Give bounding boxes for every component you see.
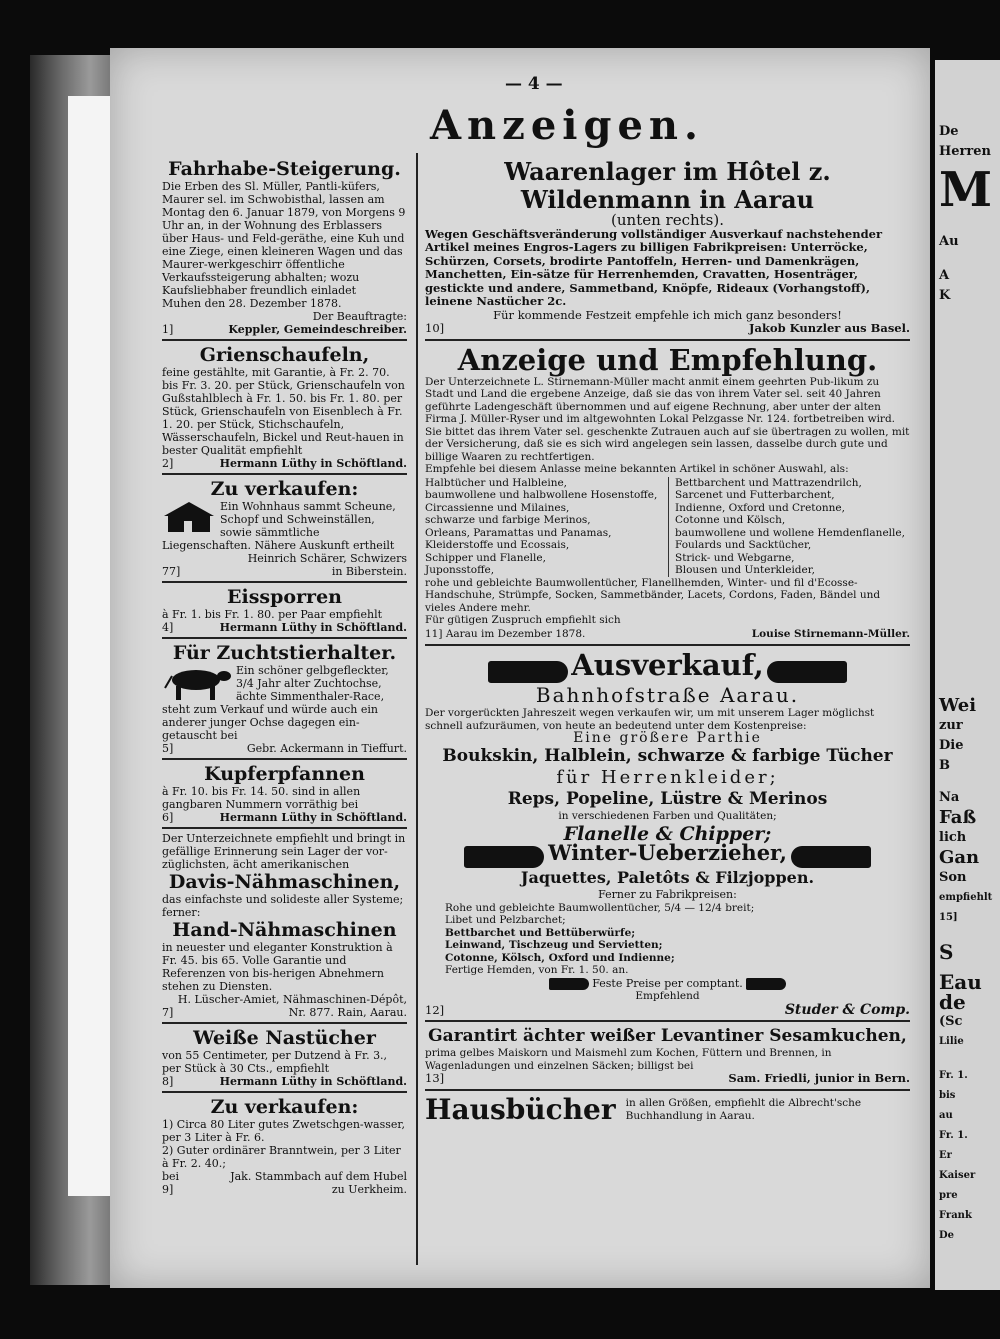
ad-title: Hand-Nähmaschinen	[172, 919, 397, 941]
ad-line: Flanelle & Chipper;	[563, 823, 772, 845]
ad-separator	[162, 339, 407, 341]
ad-body: rohe und gebleichte Baumwollentücher, Flanellhemden, Winter- und fil d'Ecosse-Handschuhe, Strümpfe, Socken, Sammetbänder, Lacets, Cordons, Faden, Bändel und vieles Andere mehr.	[425, 576, 881, 614]
ad-body: à Fr. 10. bis Fr. 14. 50. sind in allen gangbaren Nummern vorräthig bei	[162, 785, 361, 811]
ad-body: Die Erben des Sl. Müller, Pantli-küfers, Maurer sel. im Schwobisthal, lassen am Montag den 6. Januar 1879, von Morgens 9 Uhr an, in der Wohnung des Erblassers über Haus- und Feld-geräthe, eine Kuh und eine Ziege, einen kleineren Wagen und das Maurer-werkgeschirr öffentliche Verkaufssteigerung abhalten; wozu Kaufsliebhaber freundlich einladet	[162, 180, 406, 297]
ad-signature: Jak. Stammbach auf dem Hubel	[230, 1170, 407, 1183]
ad-separator	[162, 581, 407, 583]
ad-body: in allen Größen, empfiehlt die Albrecht'sche Buchhandlung in Aarau.	[625, 1097, 862, 1122]
list-item: Strick- und Webgarne,	[675, 551, 795, 564]
ad-line: Eine größere Parthie	[573, 730, 762, 746]
right-fragment: M	[939, 162, 993, 218]
ad-body: feine gestählte, mit Garantie, à Fr. 2. 70. bis Fr. 3. 20. per Stück, Grienschaufeln von Gußstahlblech à Fr. 1. 50. bis Fr. 1. 80. per Stück, Grienschaufeln von Eisenblech à Fr. 1. 20. per Stück, Stichschaufeln, Wässerschaufeln, Bickel und Reut-hauen in bester Qualität empfiehlt	[162, 366, 405, 457]
article-list-right	[668, 477, 910, 577]
ad-subtitle: (unten rechts).	[611, 211, 724, 229]
list-item: Foulards und Sacktücher,	[675, 539, 812, 551]
pointing-hand-icon	[549, 978, 589, 990]
page-edge-strip	[68, 96, 112, 1196]
pointing-hand-icon	[746, 978, 786, 990]
ad-body: Ein Wohnhaus sammt Scheune, Schopf und Schweinställen, sowie sämmtliche Liegenschaften. Nähere Auskunft ertheilt	[162, 500, 396, 552]
pointing-hand-icon	[767, 661, 847, 683]
article-list	[425, 477, 910, 577]
ad-number: 9]	[162, 1183, 174, 1196]
list-item: Cotonne, Kölsch, Oxford und Indienne;	[445, 951, 675, 964]
ad-signature: Hermann Lüthy in Schöftland.	[219, 811, 407, 824]
article-list-left	[425, 477, 660, 577]
ad-title: Anzeige und Empfehlung.	[457, 342, 878, 377]
ad-place: Aarau im Dezember 1878.	[445, 627, 586, 640]
ad-title: Ausverkauf,	[571, 648, 764, 682]
ad-body: prima gelbes Maiskorn und Maismehl zum Kochen, Füttern und Brennen, in Wagenladungen und einzelnen Säcken; billigst bei	[425, 1047, 832, 1072]
ad-item: 1) Circa 80 Liter gutes Zwetschgen-wasser, per 3 Liter à Fr. 6.	[162, 1118, 405, 1144]
ad-line: Winter-Ueberzieher,	[548, 840, 787, 865]
right-fragment: Frank	[939, 1210, 972, 1221]
right-fragment: zur	[939, 718, 963, 733]
ad-separator	[162, 637, 407, 639]
list-item: Kleiderstoffe und Ecossais,	[425, 539, 570, 551]
ad-signature: Jakob Kunzler aus Basel.	[749, 321, 910, 335]
ad-number: 11]	[425, 627, 443, 640]
list-item: Fertige Hemden, von Fr. 1. 50. an.	[445, 964, 629, 976]
ad-title: Eissporren	[227, 586, 342, 608]
house-icon	[162, 500, 216, 534]
ad-signature: Gebr. Ackermann in Tieffurt.	[246, 742, 407, 755]
ad-body: à Fr. 1. bis Fr. 1. 80. per Paar empfiehlt	[162, 608, 383, 621]
ad-signature: Studer & Comp.	[784, 1001, 910, 1018]
ad-place: Muhen den 28. Dezember 1878.	[162, 297, 342, 310]
ad-line: Reps, Popeline, Lüstre & Merinos	[507, 788, 828, 809]
ad-signature: Hermann Lüthy in Schöftland.	[219, 1075, 407, 1088]
right-fragment: Gan	[939, 847, 980, 868]
list-item: schwarze und farbige Merinos,	[425, 514, 591, 526]
right-fragment: Fr. 1.	[939, 1130, 968, 1141]
ad-line: Boukskin, Halblein, schwarze & farbige Tücher	[442, 745, 893, 766]
right-fragment: au	[939, 1110, 953, 1121]
ad-title: Zu verkaufen:	[210, 478, 359, 500]
ad-line: Jaquettes, Paletôts & Filzjoppen.	[520, 868, 815, 887]
ad-separator	[162, 473, 407, 475]
list-item: Circassienne und Milaines,	[425, 501, 570, 514]
pointing-hand-icon	[464, 846, 544, 868]
ad-number: 77]	[162, 565, 181, 578]
pointing-hand-icon	[488, 661, 568, 683]
ad-number: 10]	[425, 321, 445, 335]
right-fragment: Fr. 1.	[939, 1070, 968, 1081]
ad-number: 5]	[162, 742, 174, 755]
right-fragment: Die	[939, 738, 964, 753]
ad-signature: Heinrich Schärer, Schwizers	[247, 552, 407, 565]
pointing-hand-icon	[791, 846, 871, 868]
cow-icon	[162, 664, 232, 702]
ad-title: Davis-Nähmaschinen,	[168, 871, 401, 893]
ad-body: Ein schöner gelbgefleckter, 3/4 Jahr alter Zuchtochse, ächte Simmenthaler-Race, steht zum Verkauf und würde auch ein anderer junger Ochse dagegen ein-getauscht bei	[162, 664, 389, 742]
list-item: Cotonne und Kölsch,	[675, 514, 786, 526]
right-fragment: Wei	[939, 695, 977, 716]
list-item: Sarcenet und Futterbarchent,	[675, 489, 835, 501]
ad-signature: Sam. Friedli, junior in Bern.	[728, 1071, 910, 1085]
ad-bei: bei	[162, 1170, 180, 1183]
ad-body: Wegen Geschäftsveränderung vollständiger Ausverkauf nachstehender Artikel meines Engros-Lagers zu billigen Fabrikpreisen: Unterröcke, Schürzen, Corsets, brodirte Pantoffeln, Herren- und Damenkrägen, Manchetten, Ein-sätze für Herrenhemden, Cravatten, Hosenträger, gestickte und andere, Sammetband, Knöpfe, Rideaux (Vorhangstoff), leinene Nastücher 2c.	[425, 226, 883, 308]
right-column	[425, 158, 910, 1126]
ad-item-list	[425, 902, 910, 977]
ad-number: 8]	[162, 1075, 174, 1088]
ad-signature: Nr. 877. Rain, Aarau.	[288, 1006, 407, 1019]
right-fragment: Lilie	[939, 1036, 964, 1047]
ad-title: Grienschaufeln,	[199, 344, 370, 366]
list-item: Rohe und gebleichte Baumwollentücher, 5/4 — 12/4 breit;	[445, 901, 755, 914]
page-number: — 4 —	[505, 74, 563, 94]
right-fragment: B	[939, 758, 950, 773]
right-fragment: pre	[939, 1190, 958, 1201]
ad-closing: Für gütigen Zuspruch empfiehlt sich	[425, 614, 621, 626]
right-fragment: empfiehlt	[939, 892, 993, 903]
right-fragment: Faß	[939, 807, 977, 828]
list-item: Schipper und Flanelle,	[425, 551, 546, 564]
list-item: Leinwand, Tischzeug und Servietten;	[445, 939, 663, 951]
ad-title: Waarenlager im Hôtel z. Wildenmann in Aarau	[504, 157, 831, 214]
ad-signature: Hermann Lüthy in Schöftland.	[219, 457, 407, 470]
ad-separator	[425, 1089, 910, 1091]
list-item: Indienne, Oxford und Cretonne,	[675, 501, 845, 514]
ad-signature: Der Beauftragte:	[312, 310, 407, 323]
ad-title: Fahrhabe-Steigerung.	[168, 158, 401, 180]
ad-signature: in Biberstein.	[331, 565, 407, 578]
ad-signature: H. Lüscher-Amiet, Nähmaschinen-Dépôt,	[177, 993, 407, 1006]
ad-title: Weiße Nastücher	[193, 1027, 376, 1049]
ad-separator	[162, 827, 407, 829]
ad-title: Hausbücher	[425, 1092, 616, 1126]
list-item: Bettbarchet und Bettüberwürfe;	[445, 926, 636, 939]
list-item: Orleans, Paramattas und Panamas,	[425, 526, 612, 539]
right-fragment: Er	[939, 1150, 952, 1161]
ad-intro: Empfehle bei diesem Anlasse meine bekannten Artikel in schöner Auswahl, als:	[425, 463, 849, 475]
ad-intro: Der vorgerückten Jahreszeit wegen verkaufen wir, um mit unserem Lager möglichst schnell aufzuräumen, von heute an bedeutend unter dem Kostenpreise:	[425, 707, 875, 732]
ad-title: Zu verkaufen:	[210, 1096, 359, 1118]
ad-signature: Louise Stirnemann-Müller.	[751, 627, 910, 640]
right-fragment: (Sc	[939, 1014, 963, 1029]
ad-number: 13]	[425, 1071, 445, 1085]
ad-separator	[425, 644, 910, 646]
right-fragment: Kaiser	[939, 1170, 976, 1181]
right-fragment: Herren	[939, 144, 991, 159]
ad-number: 2]	[162, 457, 174, 470]
ad-title: Kupferpfannen	[204, 763, 365, 785]
right-fragment: de	[939, 990, 966, 1014]
ad-title: Für Zuchtstierhalter.	[172, 642, 397, 664]
list-item: Libet und Pelzbarchet;	[445, 914, 566, 926]
newspaper-page	[110, 48, 930, 1288]
ad-line: für Herrenkleider;	[556, 766, 779, 788]
ad-title: Garantirt ächter weißer Levantiner Sesamkuchen,	[428, 1026, 907, 1046]
ad-signature: Keppler, Gemeindeschreiber.	[228, 323, 407, 336]
right-fragment: De	[939, 124, 959, 139]
right-fragment: De	[939, 1230, 955, 1241]
ad-signature: Hermann Lüthy in Schöftland.	[219, 621, 407, 634]
ad-separator	[162, 1091, 407, 1093]
masthead-title: Anzeigen.	[430, 102, 704, 149]
ad-subtitle: Bahnhofstraße Aarau.	[535, 683, 800, 707]
ad-closing: Empfehlend	[635, 990, 700, 1002]
list-item: baumwollene und halbwollene Hosenstoffe,	[425, 489, 658, 501]
column-rule	[416, 153, 418, 1265]
ad-separator	[162, 1022, 407, 1024]
right-fragment: A	[939, 268, 950, 283]
right-fragment: lich	[939, 830, 967, 845]
ad-body: in neuester und eleganter Konstruktion à Fr. 45. bis 65. Volle Garantie und Referenzen von bis-herigen Abnehmern stehen zu Diensten.	[162, 941, 393, 993]
ad-line: Feste Preise per comptant.	[592, 976, 743, 990]
right-fragment: bis	[939, 1090, 956, 1101]
ad-body: von 55 Centimeter, per Dutzend à Fr. 3., per Stück à 30 Cts., empfiehlt	[162, 1049, 388, 1075]
ad-intro: Der Unterzeichnete empfiehlt und bringt in gefällige Erinnerung sein Lager der vor-züglichsten, ächt amerikanischen	[162, 832, 406, 871]
ad-closing: Für kommende Festzeit empfehle ich mich ganz besonders!	[493, 307, 842, 322]
list-item: Juponsstoffe,	[425, 564, 495, 576]
ad-number: 6]	[162, 811, 174, 824]
ad-separator	[425, 1020, 910, 1022]
list-item: baumwollene und wollene Hemdenflanelle,	[675, 526, 905, 539]
ad-line: in verschiedenen Farben und Qualitäten;	[558, 809, 777, 822]
ad-item: 2) Guter ordinärer Branntwein, per 3 Liter à Fr. 2. 40.;	[162, 1144, 401, 1170]
right-fragment: Au	[939, 234, 959, 249]
right-fragment: Na	[939, 790, 960, 805]
list-item: Bettbarchent und Mattrazendrilch,	[675, 476, 862, 489]
right-page-fragment	[935, 60, 1000, 1290]
ad-signature: zu Uerkheim.	[331, 1183, 407, 1196]
right-fragment: Son	[939, 870, 967, 885]
right-fragment: S	[939, 940, 954, 964]
right-fragment: K	[939, 288, 951, 303]
ad-number: 12]	[425, 1002, 445, 1017]
ad-number: 7]	[162, 1006, 174, 1019]
list-item: Halbtücher und Halbleine,	[425, 476, 568, 489]
ad-number: 4]	[162, 621, 174, 634]
right-fragment: 15]	[939, 912, 958, 923]
ad-body: das einfachste und solideste aller Systeme; ferner:	[162, 893, 404, 919]
ad-number: 1]	[162, 323, 174, 336]
left-column	[162, 158, 407, 1196]
ad-separator	[425, 339, 910, 341]
ad-separator	[162, 758, 407, 760]
list-item: Blousen und Unterkleider,	[675, 564, 815, 576]
right-fragment: Eau	[939, 970, 982, 994]
ad-body: Der Unterzeichnete L. Stirnemann-Müller macht anmit einem geehrten Pub-likum zu Stadt und Land die ergebene Anzeige, daß sie das von ihrem Vater sel. seit 40 Jahren geführte Ladengeschäft übernommen und auf eigene Rechnung, aber unter der alten Firma J. Müller-Ryser und im altgewohnten Lokal Pelzgasse Nr. 124. fortbetreiben wird. Sie bittet das ihrem Vater sel. geschenkte Zutrauen auch auf sie übertragen zu wollen, mit der Versicherung, daß sie es sich wird angelegen sein lassen, dasselbe durch gute und billige Waaren zu rechtfertigen.	[425, 375, 910, 463]
ad-line: Ferner zu Fabrikpreisen:	[598, 888, 737, 901]
